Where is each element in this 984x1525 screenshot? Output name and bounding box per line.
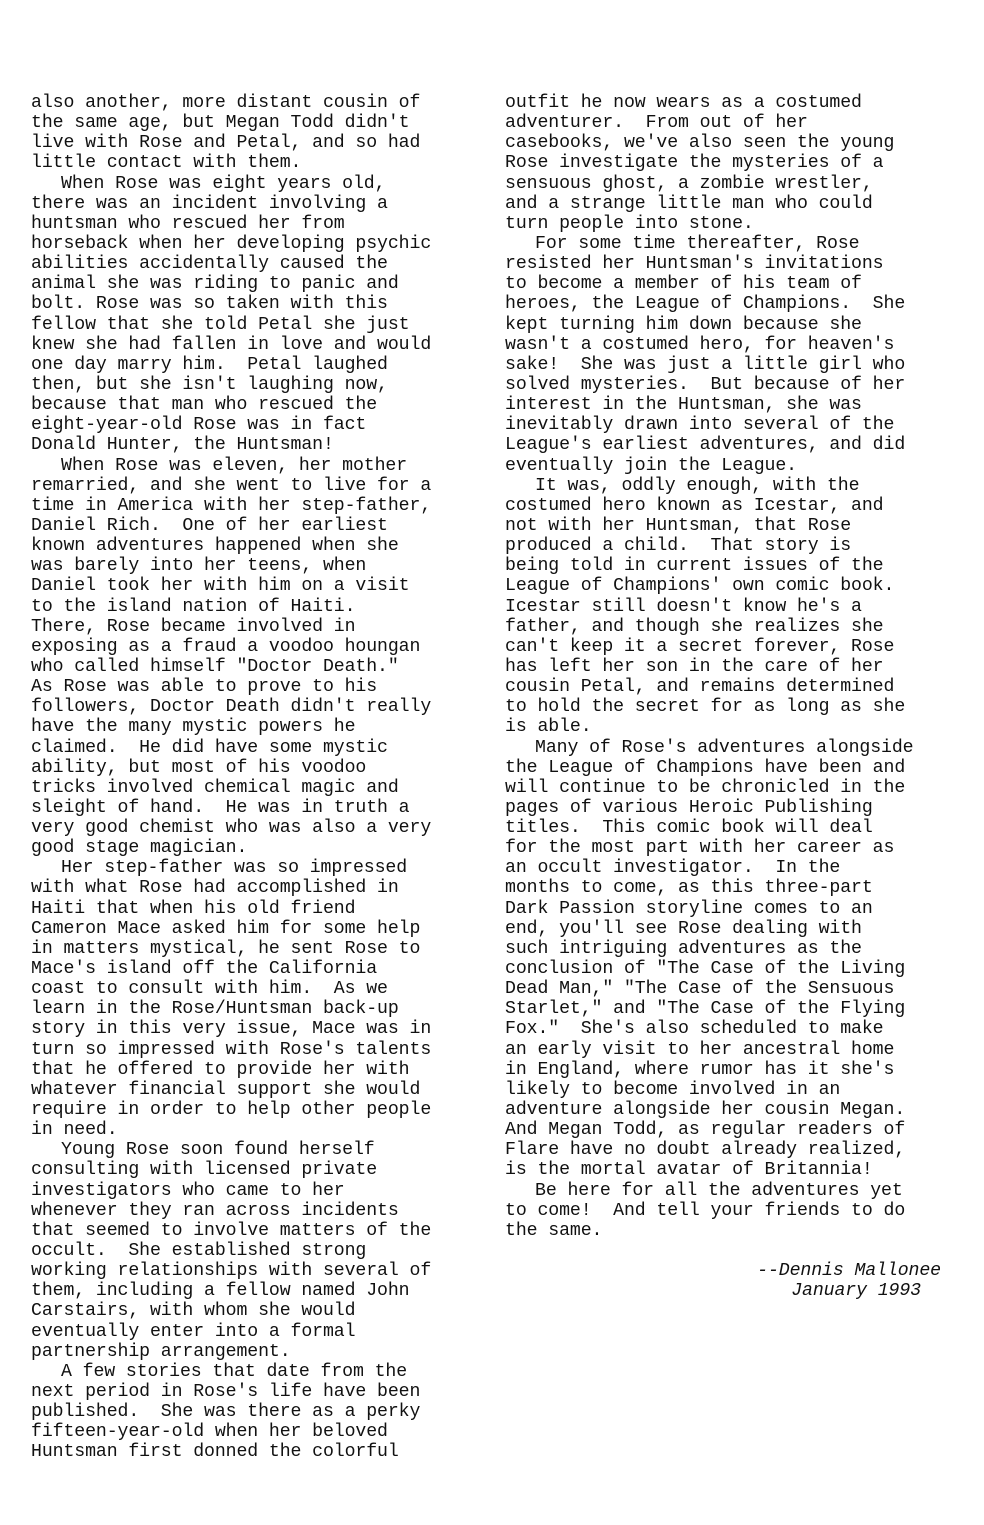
right-column-line: Fox." She's also scheduled to make [505, 1019, 884, 1040]
left-column-line: eventually enter into a formal [31, 1321, 356, 1342]
left-column-line: good stage magician. [31, 838, 248, 859]
right-column-line: to hold the secret for as long as she [505, 697, 906, 718]
right-column-line: pages of various Heroic Publishing [505, 797, 873, 818]
left-column-line: abilities accidentally caused the [31, 254, 388, 275]
right-column-line: For some time thereafter, Rose [535, 233, 860, 254]
right-column-line: Icestar still doesn't know he's a [505, 596, 862, 617]
right-column-line: Be here for all the adventures yet [535, 1180, 903, 1201]
left-column-line: followers, Doctor Death didn't really [31, 697, 432, 718]
right-column-line: conclusion of "The Case of the Living [505, 959, 906, 980]
right-column-line: sake! She was just a little girl who [505, 354, 906, 375]
right-column-line: turn people into stone. [505, 213, 754, 234]
left-column-line: When Rose was eight years old, [61, 173, 386, 194]
left-column-line: When Rose was eleven, her mother [61, 455, 408, 476]
left-column-line: A few stories that date from the [61, 1361, 408, 1382]
left-column-line: As Rose was able to prove to his [31, 677, 378, 698]
right-column-line [505, 1241, 957, 1261]
left-column-line: in matters mystical, he sent Rose to [31, 938, 421, 959]
left-column-line: remarried, and she went to live for a [31, 475, 432, 496]
right-column-line: casebooks, we've also seen the young [505, 133, 895, 154]
right-column-line: wasn't a costumed hero, for heaven's [505, 334, 895, 355]
left-column-line: very good chemist who was also a very [31, 818, 432, 839]
left-column-line: working relationships with several of [31, 1261, 432, 1282]
right-column-line: to come! And tell your friends to do [505, 1200, 906, 1221]
left-column-line: eight-year-old Rose was in fact [31, 415, 367, 436]
right-column-line: outfit he now wears as a costumed [505, 93, 862, 113]
left-column-line: animal she was riding to panic and [31, 274, 399, 295]
left-column-line: one day marry him. Petal laughed [31, 354, 388, 375]
left-column-line: there was an incident involving a [31, 193, 388, 214]
left-column-line: Donald Hunter, the Huntsman! [31, 435, 334, 456]
left-column-line: to the island nation of Haiti. [31, 596, 356, 617]
left-column-line: have the many mystic powers he [31, 717, 356, 738]
right-column-line: adventurer. From out of her [505, 113, 808, 134]
right-column-line: Dead Man," "The Case of the Sensuous [505, 979, 895, 1000]
right-column-line: Flare have no doubt already realized, [505, 1140, 906, 1161]
left-column-line: Daniel took her with him on a visit [31, 576, 410, 597]
right-column-line: is able. [505, 717, 592, 738]
right-column-line: Starlet," and "The Case of the Flying [505, 999, 906, 1020]
left-column-line: occult. She established strong [31, 1241, 367, 1262]
left-column-line: whenever they ran across incidents [31, 1200, 399, 1221]
left-column-line: fellow that she told Petal she just [31, 314, 410, 335]
left-column-line: little contact with them. [31, 153, 302, 174]
right-column-line: the same. [505, 1220, 603, 1241]
left-column-line: huntsman who rescued her from [31, 213, 345, 234]
left-column-line: Huntsman first donned the colorful [31, 1442, 399, 1463]
right-column-line: has left her son in the care of her [505, 656, 884, 677]
right-column-line: adventure alongside her cousin Megan. [505, 1100, 906, 1121]
left-column-line: whatever financial support she would [31, 1079, 421, 1100]
signature-author: --Dennis Mallonee [757, 1261, 941, 1282]
left-column-line: Daniel Rich. One of her earliest [31, 515, 388, 536]
left-column-line: knew she had fallen in love and would [31, 334, 432, 355]
right-column-line: heroes, the League of Champions. She [505, 294, 906, 315]
right-text-column [505, 93, 957, 1301]
left-column-line: horseback when her developing psychic [31, 233, 432, 254]
right-column-line: for the most part with her career as [505, 838, 895, 859]
left-column-line: known adventures happened when she [31, 536, 399, 557]
right-column-line: likely to become involved in an [505, 1079, 841, 1100]
left-column-line: then, but she isn't laughing now, [31, 374, 388, 395]
left-column-line: ability, but most of his voodoo [31, 757, 367, 778]
left-column-line: that he offered to provide her with [31, 1059, 410, 1080]
left-text-column [31, 93, 483, 1463]
left-column-line: Carstairs, with whom she would [31, 1301, 356, 1322]
left-column-line: who called himself "Doctor Death." [31, 656, 399, 677]
left-column-line: also another, more distant cousin of [31, 93, 421, 113]
left-column-line: fifteen-year-old when her beloved [31, 1422, 388, 1443]
left-column-line: Cameron Mace asked him for some help [31, 918, 421, 939]
right-column-line: end, you'll see Rose dealing with [505, 918, 862, 939]
right-column-line: and a strange little man who could [505, 193, 873, 214]
right-column-line: in England, where rumor has it she's [505, 1059, 895, 1080]
right-column-line: sensuous ghost, a zombie wrestler, [505, 173, 873, 194]
right-column-line: eventually join the League. [505, 455, 797, 476]
left-column-line: story in this very issue, Mace was in [31, 1019, 432, 1040]
right-column-line: solved mysteries. But because of her [505, 374, 906, 395]
right-column-line: an early visit to her ancestral home [505, 1039, 895, 1060]
right-column-line: titles. This comic book will deal [505, 818, 873, 839]
right-column-line: can't keep it a secret forever, Rose [505, 636, 895, 657]
left-column-line: them, including a fellow named John [31, 1281, 410, 1302]
left-column-line: the same age, but Megan Todd didn't [31, 113, 410, 134]
right-column-line: Many of Rose's adventures alongside [535, 737, 914, 758]
left-column-line: require in order to help other people [31, 1100, 432, 1121]
left-column-line: next period in Rose's life have been [31, 1382, 421, 1402]
left-column-line: Mace's island off the California [31, 959, 378, 980]
left-column-line: was barely into her teens, when [31, 556, 367, 577]
left-column-line: live with Rose and Petal, and so had [31, 133, 421, 154]
left-column-line: Young Rose soon found herself [61, 1140, 375, 1161]
left-column-line: because that man who rescued the [31, 395, 378, 416]
left-column-line: tricks involved chemical magic and [31, 777, 399, 798]
right-column-line: interest in the Huntsman, she was [505, 395, 862, 416]
right-column-line: League of Champions' own comic book. [505, 576, 895, 597]
left-column-line: There, Rose became involved in [31, 616, 356, 637]
left-column-line: that seemed to involve matters of the [31, 1220, 432, 1241]
signature-date: January 1993 [791, 1281, 921, 1302]
right-column-line: is the mortal avatar of Britannia! [505, 1160, 873, 1181]
right-column-line: resisted her Huntsman's invitations [505, 254, 884, 275]
right-column-line: It was, oddly enough, with the [535, 475, 860, 496]
right-column-line: League's earliest adventures, and did [505, 435, 906, 456]
right-column-line: being told in current issues of the [505, 556, 884, 577]
left-column-line: partnership arrangement. [31, 1341, 291, 1362]
right-column-line: such intriguing adventures as the [505, 938, 862, 959]
left-column-line: in need. [31, 1120, 118, 1141]
right-column-line: costumed hero known as Icestar, and [505, 495, 884, 516]
left-column-line: claimed. He did have some mystic [31, 737, 388, 758]
right-column-line: an occult investigator. In the [505, 858, 841, 879]
left-column-line: with what Rose had accomplished in [31, 878, 399, 899]
right-column-line: to become a member of his team of [505, 274, 862, 295]
right-column-line: Rose investigate the mysteries of a [505, 153, 884, 174]
right-column-line: inevitably drawn into several of the [505, 415, 895, 436]
left-column-line: consulting with licensed private [31, 1160, 378, 1181]
right-column-line: the League of Champions have been and [505, 757, 906, 778]
right-column-line: kept turning him down because she [505, 314, 862, 335]
right-column-line: will continue to be chronicled in the [505, 777, 906, 798]
right-column-line: And Megan Todd, as regular readers of [505, 1120, 906, 1141]
left-column-line: Her step-father was so impressed [61, 858, 408, 879]
right-column-line: not with her Huntsman, that Rose [505, 515, 852, 536]
left-column-line: investigators who came to her [31, 1180, 345, 1201]
left-column-line: published. She was there as a perky [31, 1402, 421, 1423]
left-column-line: Haiti that when his old friend [31, 898, 356, 919]
right-column-line: produced a child. That story is [505, 536, 852, 557]
right-column-line: cousin Petal, and remains determined [505, 677, 895, 698]
left-column-line: bolt. Rose was so taken with this [31, 294, 388, 315]
left-column-line: turn so impressed with Rose's talents [31, 1039, 432, 1060]
left-column-line: sleight of hand. He was in truth a [31, 797, 410, 818]
right-column-line: months to come, as this three-part [505, 878, 873, 899]
right-column-line: Dark Passion storyline comes to an [505, 898, 873, 919]
right-column-line: father, and though she realizes she [505, 616, 884, 637]
left-column-line: time in America with her step-father, [31, 495, 432, 516]
left-column-line: learn in the Rose/Huntsman back-up [31, 999, 399, 1020]
left-column-line: coast to consult with him. As we [31, 979, 388, 1000]
left-column-line: exposing as a fraud a voodoo houngan [31, 636, 421, 657]
